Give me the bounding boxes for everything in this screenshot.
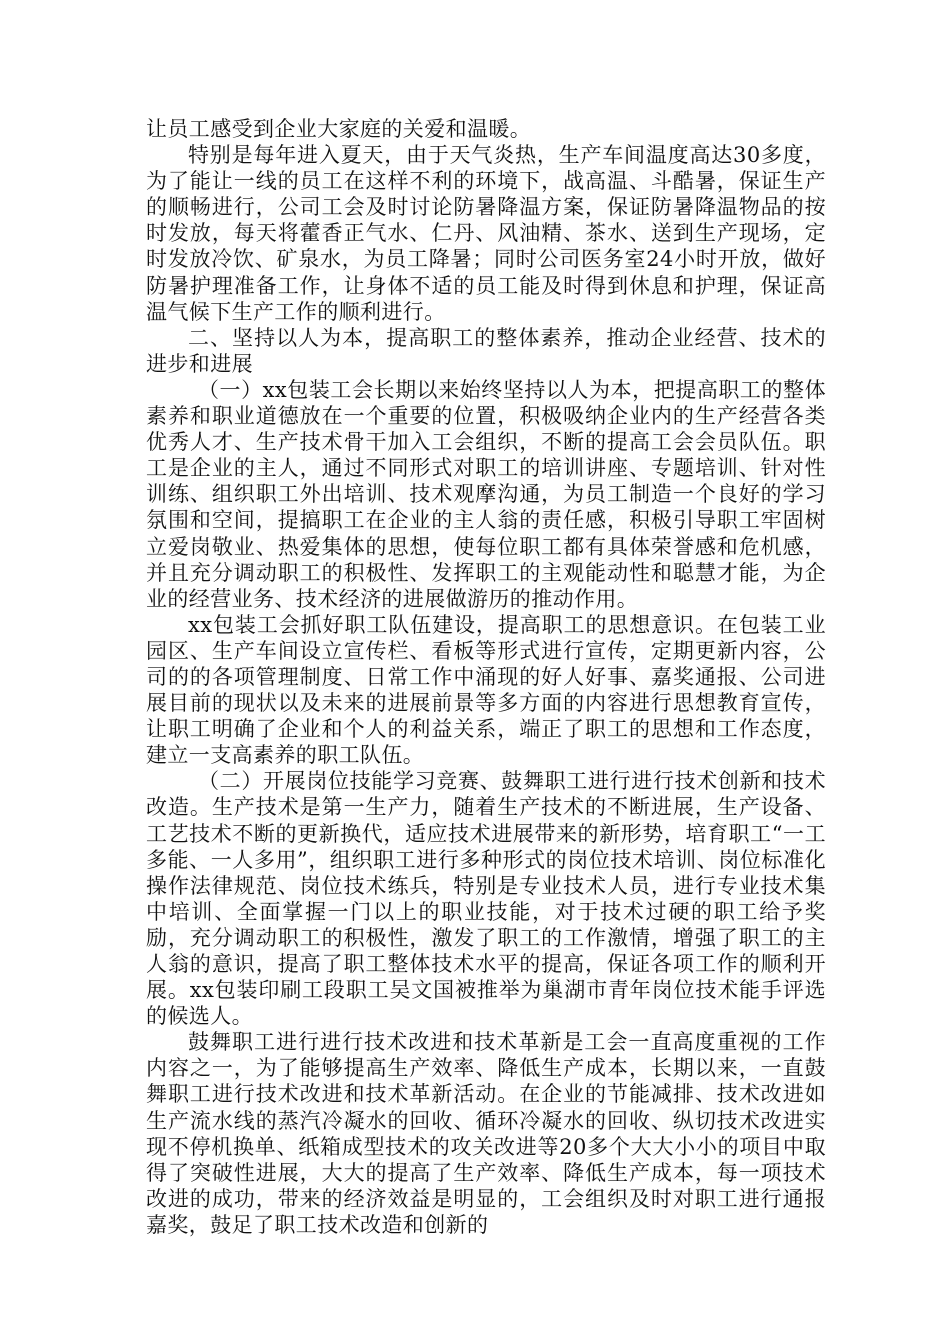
section-heading: 二、坚持以人为本，提高职工的整体素养，推动企业经营、技术的进步和进展 — [146, 325, 826, 376]
paragraph: 特别是每年进入夏天，由于天气炎热，生产车间温度高达30多度，为了能让一线的员工在这样不利的环境下，战高温、斗酷暑，保证生产的顺畅进行，公司工会及时讨论防暑降温方案，保证防暑降温物品的按时发放，每天将藿香正气水、仁丹、风油精、茶水、送到生产现场，定时发放冷饮、矿泉水，为员工降暑；同时公司医务室24小时开放，做好防暑护理准备工作，让身体不适的员工能及时得到休息和护理，保证高温气候下生产工作的顺利进行。 — [146, 143, 826, 324]
paragraph: 让员工感受到企业大家庭的关爱和温暖。 — [146, 117, 532, 141]
paragraph: （一）xx包装工会长期以来始终坚持以人为本，把提高职工的整体素养和职业道德放在一个重要的位置，积极吸纳企业内的生产经营各类优秀人才、生产技术骨干加入工会组织，不断的提高工会会员队伍。职工是企业的主人，通过不同形式对职工的培训讲座、专题培训、针对性训练、组织职工外出培训、技术观摩沟通，为员工制造一个良好的学习氛围和空间，提搞职工在企业的主人翁的责任感，积极引导职工牢固树立爱岗敬业、热爱集体的思想，使每位职工都有具体荣誉感和危机感，并且充分调动职工的积极性、发挥职工的主观能动性和聪慧才能，为企业的经营业务、技术经济的进展做游历的推动作用。 — [146, 377, 826, 611]
paragraph: （二）开展岗位技能学习竞赛、鼓舞职工进行进行技术创新和技术改造。生产技术是第一生产力，随着生产技术的不断进展，生产设备、工艺技术不断的更新换代，适应技术进展带来的新形势，培育职工“一工多能、一人多用”，组织职工进行多种形式的岗位技术培训、岗位标准化操作法律规范、岗位技术练兵，特别是专业技术人员，进行专业技术集中培训、全面掌握一门以上的职业技能，对于技术过硬的职工给予奖励，充分调动职工的积极性，激发了职工的工作激情，增强了职工的主人翁的意识，提高了职工整体技术水平的提高，保证各项工作的顺利开展。xx包装印刷工段职工吴文国被推举为巢湖市青年岗位技术能手评选的候选人。 — [146, 769, 826, 1029]
paragraph: 鼓舞职工进行进行技术改进和技术革新是工会一直高度重视的工作内容之一，为了能够提高生产效率、降低生产成本，长期以来，一直鼓舞职工进行技术改进和技术革新活动。在企业的节能减排、技术改进如生产流水线的蒸汽冷凝水的回收、循环冷凝水的回收、纵切技术改进实现不停机换单、纸箱成型技术的攻关改进等20多个大大小小的项目中取得了突破性进展，大大的提高了生产效率、降低生产成本，每一项技术改进的成功，带来的经济效益是明显的，工会组织及时对职工进行通报嘉奖，鼓足了职工技术改造和创新的 — [146, 1030, 826, 1237]
paragraph: xx包装工会抓好职工队伍建设，提高职工的思想意识。在包装工业园区、生产车间设立宣传栏、看板等形式进行宣传，定期更新内容，公司的的各项管理制度、日常工作中涌现的好人好事、嘉奖通报、公司进展目前的现状以及未来的进展前景等多方面的内容进行思想教育宣传，让职工明确了企业和个人的利益关系，端正了职工的思想和工作态度，建立一支高素养的职工队伍。 — [146, 612, 826, 768]
document-body — [146, 116, 826, 1238]
